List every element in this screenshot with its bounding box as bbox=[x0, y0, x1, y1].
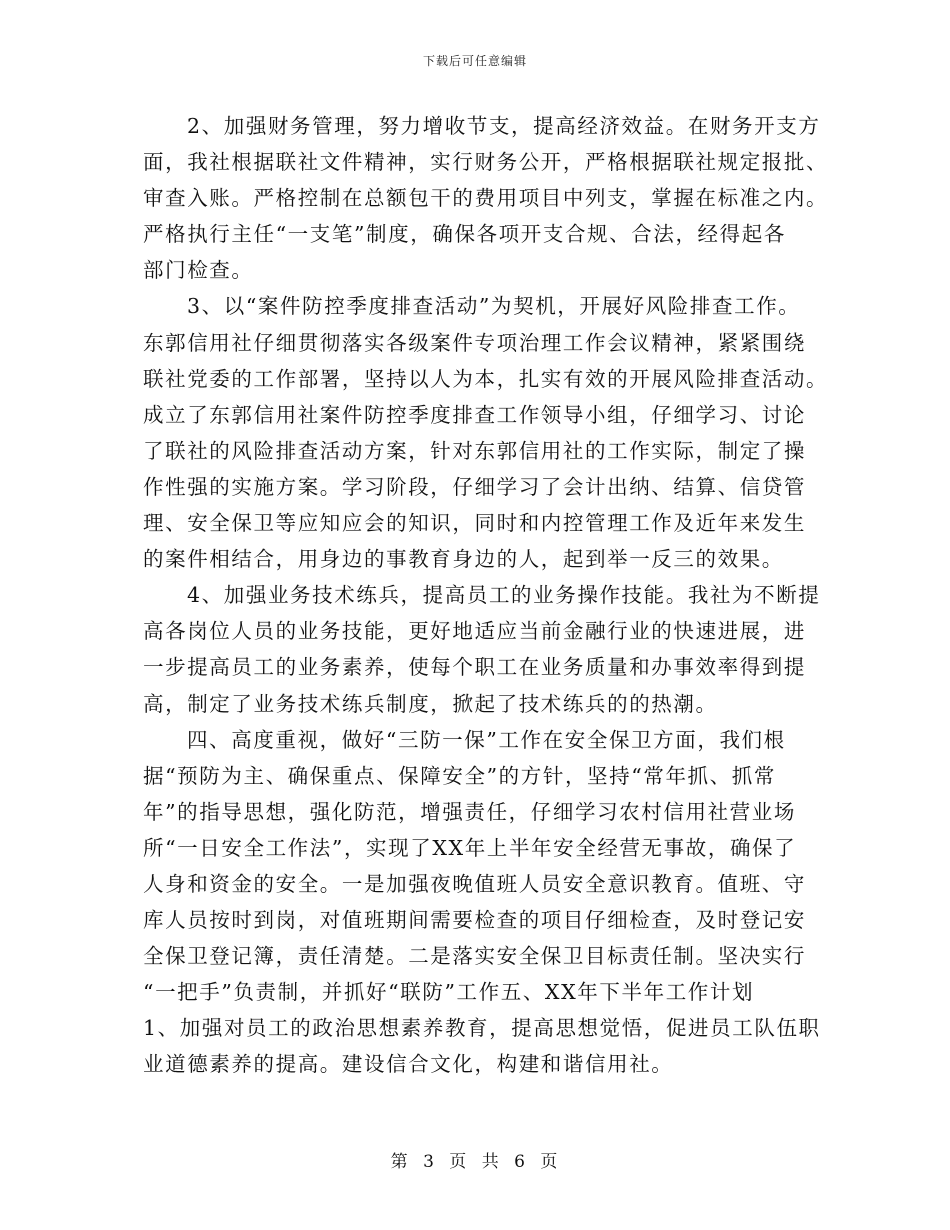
body-line: 四、高度重视，做好“三防一保”工作在安全保卫方面，我们根 bbox=[187, 727, 786, 752]
body-line: 成立了东郭信用社案件防控季度排查工作领导小组，仔细学习、讨论 bbox=[143, 402, 806, 427]
body-line: 高各岗位人员的业务技能，更好地适应当前金融行业的快速进展，进 bbox=[143, 619, 806, 644]
body-line: 作性强的实施方案。学习阶段，仔细学习了会计出纳、结算、信贷管 bbox=[143, 474, 806, 499]
body-line: 联社党委的工作部署，坚持以人为本，扎实有效的开展风险排查活动。 bbox=[143, 366, 829, 391]
body-line: 面，我社根据联社文件精神，实行财务公开，严格根据联社规定报批、 bbox=[143, 150, 829, 175]
body-line: 4、加强业务技术练兵，提高员工的业务操作技能。我社为不断提 bbox=[187, 583, 821, 608]
body-line: 所“一日安全工作法”，实现了XX年上半年安全经营无事故，确保了 bbox=[143, 835, 797, 860]
body-line: 的案件相结合，用身边的事教育身边的人，起到举一反三的效果。 bbox=[143, 547, 784, 572]
body-line: “一把手”负责制，并抓好“联防”工作五、XX年下半年工作计划 bbox=[143, 980, 755, 1005]
page-header: 下载后可任意编辑 bbox=[422, 54, 527, 68]
body-line: 1、加强对员工的政治思想素养教育，提高思想觉悟，促进员工队伍职 bbox=[143, 1016, 821, 1041]
body-line: 业道德素养的提高。建设信合文化，构建和谐信用社。 bbox=[143, 1052, 674, 1077]
body-line: 库人员按时到岗，对值班期间需要检查的项目仔细检查，及时登记安 bbox=[143, 908, 806, 933]
body-line: 了联社的风险排查活动方案，针对东郭信用社的工作实际，制定了操 bbox=[143, 438, 806, 463]
body-line: 年”的指导思想，强化防范，增强责任，仔细学习农村信用社营业场 bbox=[143, 799, 796, 824]
document-body bbox=[143, 108, 829, 1083]
body-line: 3、以“案件防控季度排查活动”为契机，开展好风险排查工作。 bbox=[187, 294, 801, 319]
body-line: 据“预防为主、确保重点、保障安全”的方针，坚持“常年抓、抓常 bbox=[143, 763, 776, 788]
body-line: 人身和资金的安全。一是加强夜晚值班人员安全意识教育。值班、守 bbox=[143, 871, 806, 896]
body-line: 严格执行主任“一支笔”制度，确保各项开支合规、合法，经得起各 bbox=[143, 222, 786, 247]
body-line: 一步提高员工的业务素养，使每个职工在业务质量和办事效率得到提 bbox=[143, 655, 806, 680]
body-line: 高，制定了业务技术练兵制度，掀起了技术练兵的的热潮。 bbox=[143, 691, 718, 716]
body-line: 全保卫登记簿，责任清楚。二是落实安全保卫目标责任制。坚决实行 bbox=[143, 944, 806, 969]
body-line: 2、加强财务管理，努力增收节支，提高经济效益。在财务开支方 bbox=[187, 114, 821, 138]
body-line: 部门检查。 bbox=[143, 258, 254, 283]
body-line: 东郭信用社仔细贯彻落实各级案件专项治理工作会议精神，紧紧围绕 bbox=[143, 330, 806, 355]
body-line: 审查入账。严格控制在总额包干的费用项目中列支，掌握在标准之内。 bbox=[143, 186, 829, 211]
page-footer: 第 3 页 共 6 页 bbox=[390, 1152, 560, 1172]
body-line: 理、安全保卫等应知应会的知识，同时和内控管理工作及近年来发生 bbox=[143, 511, 806, 536]
